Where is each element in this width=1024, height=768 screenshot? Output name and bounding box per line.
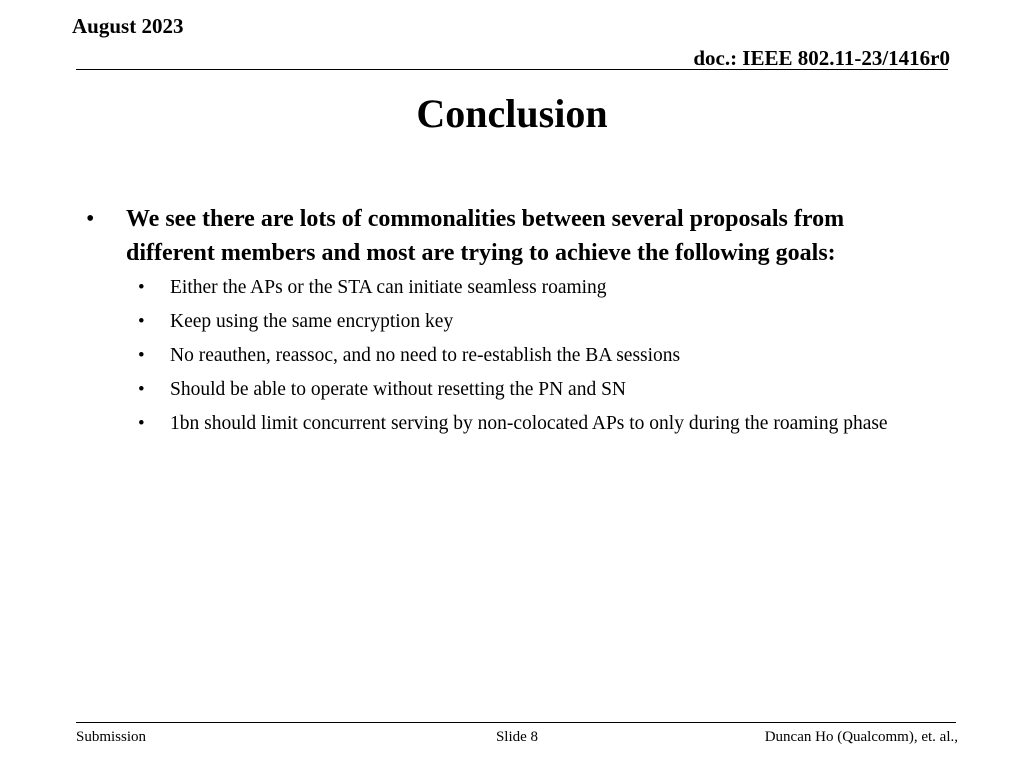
goals-list: [86, 274, 946, 438]
goal-item: [138, 376, 946, 404]
main-bullet-text: We see there are lots of commonalities between several proposals from different members and most are trying to achieve the following goals:: [126, 206, 845, 266]
goal-item: [138, 342, 946, 370]
slide-number: Slide 8: [495, 729, 539, 745]
slide-title: Conclusion: [416, 91, 608, 136]
goal-text: 1bn should limit concurrent serving by non-colocated APs to only during the roaming phase: [170, 413, 888, 434]
goal-text: No reauthen, reassoc, and no need to re-establish the BA sessions: [170, 345, 681, 366]
main-bullet-item: [86, 202, 946, 270]
slide-content: [86, 202, 946, 444]
goal-text: Either the APs or the STA can initiate seamless roaming: [170, 277, 607, 298]
bullet-icon: •: [138, 413, 145, 434]
bullet-icon: •: [138, 379, 145, 400]
bullet-icon: •: [86, 206, 95, 232]
goal-text: Should be able to operate without resetting the PN and SN: [170, 379, 627, 400]
bullet-icon: •: [138, 311, 145, 332]
document-id: doc.: IEEE 802.11-23/1416r0: [693, 46, 950, 70]
goal-item: [138, 410, 946, 438]
goal-item: [138, 308, 946, 336]
footer-author: Duncan Ho (Qualcomm), et. al.,: [764, 729, 958, 745]
header-divider: [76, 69, 948, 70]
bullet-icon: •: [138, 277, 145, 298]
goal-text: Keep using the same encryption key: [170, 311, 454, 332]
footer-divider: [76, 722, 956, 723]
footer-submission: Submission: [76, 729, 147, 745]
header-date: August 2023: [72, 14, 184, 38]
bullet-icon: •: [138, 345, 145, 366]
goal-item: [138, 274, 946, 302]
